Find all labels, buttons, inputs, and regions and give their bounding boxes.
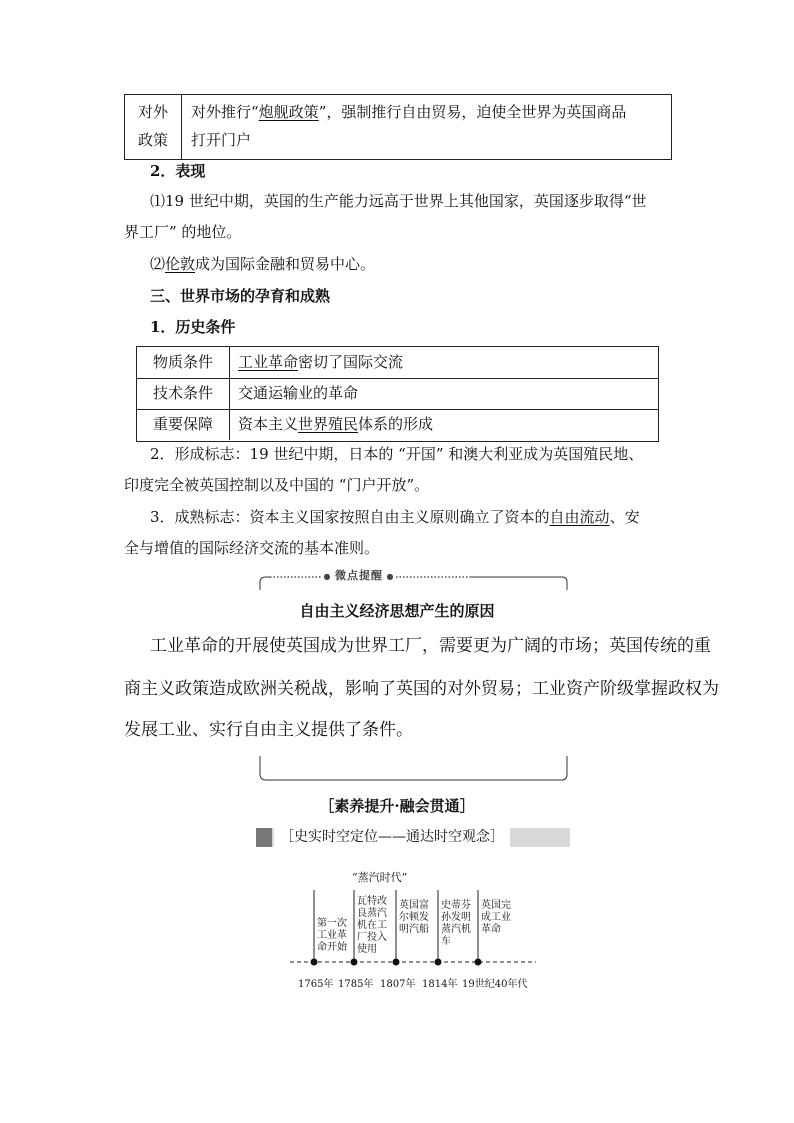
maturity-sign-line2: 全与增值的国际经济交流的基本准则。 <box>124 539 380 557</box>
tip-badge-label: 微点提醒 <box>335 569 383 582</box>
performance-item2 <box>150 253 375 275</box>
event-line: 瓦特改 <box>357 896 387 907</box>
event-line: 史蒂芬 <box>441 900 471 911</box>
event-line: 良蒸汽 <box>357 908 387 919</box>
policy-label-line2: 政策 <box>137 131 168 149</box>
policy-label-line1: 对外 <box>137 103 168 121</box>
condition-value <box>238 409 433 440</box>
tip-line2: 商主义政策造成欧洲关税战，影响了英国的对外贸易；工业资产阶级掌握政权为 <box>124 679 719 699</box>
timeline-date: 1807年 <box>380 979 416 990</box>
condition-underlined: 工业革命 <box>238 353 299 371</box>
policy-text-line2: 打开门户 <box>191 131 252 149</box>
conditions-table <box>136 346 659 442</box>
timeline-dot <box>351 959 358 966</box>
timeline-date: 1765年 <box>298 979 334 990</box>
timeline-dot <box>435 959 442 966</box>
policy-text-post: ”，强制推行自由贸易，迫使全世界为英国商品 <box>318 103 627 121</box>
section-banner <box>256 828 570 847</box>
tip-title: 自由主义经济思想产生的原因 <box>299 602 495 620</box>
item2-underlined: 伦敦 <box>165 255 196 273</box>
performance-heading: 2．表现 <box>150 162 206 180</box>
event-line: 车 <box>441 936 451 947</box>
event-line: 工业革 <box>317 930 347 941</box>
item2-post: 成为国际金融和贸易中心。 <box>195 255 376 273</box>
event-line: 成工业 <box>481 912 511 923</box>
banner-block <box>256 828 272 847</box>
tip-line3: 发展工业、实行自由主义提供了条件。 <box>124 720 413 740</box>
event-line: 革命 <box>481 924 501 935</box>
tip-badge: ● 微点提醒 ● <box>323 569 395 582</box>
timeline <box>290 866 536 990</box>
event-line: 孙发明 <box>441 912 471 923</box>
formation-sign-line1: 2．形成标志：19 世纪中期，日本的 “开国” 和澳大利亚成为英国殖民地、 <box>150 445 644 463</box>
timeline-event-5 <box>481 900 511 936</box>
event-line: 英国富 <box>399 900 429 911</box>
condition-underlined: 世界殖民 <box>298 415 359 433</box>
condition-value <box>238 378 358 409</box>
event-line: 蒸汽机 <box>441 924 471 935</box>
maturity-underlined: 自由流动 <box>549 508 610 526</box>
event-line: 尔顿发 <box>399 912 429 923</box>
event-line: 厂投入 <box>357 932 387 943</box>
timeline-date: 1785年 <box>338 979 374 990</box>
event-line: 明汽船 <box>399 924 429 935</box>
condition-label: 重要保障 <box>137 409 230 440</box>
policy-text-underlined: 炮舰政策 <box>258 103 319 121</box>
item2-pre: ⑵ <box>150 255 166 273</box>
timeline-date: 1814年 <box>422 979 458 990</box>
maturity-sign-line1 <box>150 506 640 528</box>
condition-rest: 密切了国际交流 <box>298 353 404 371</box>
condition-value <box>238 347 403 378</box>
table-row <box>137 378 658 410</box>
performance-item1-line1: ⑴19 世纪中期，英国的生产能力远高于世界上其他国家，英国逐步取得“世 <box>150 192 647 210</box>
policy-text-line1 <box>191 101 626 122</box>
formation-sign-line2: 印度完全被英国控制以及中国的 “门户开放”。 <box>124 476 430 494</box>
timeline-date: 19世纪40年代 <box>462 979 528 990</box>
foreign-policy-table <box>124 94 672 160</box>
timeline-era-label: “蒸汽时代” <box>352 871 408 884</box>
banner-label-text: 史实时空定位——通达时空观念 <box>294 829 490 845</box>
section3-heading: 三、世界市场的孕育和成熟 <box>150 287 331 305</box>
timeline-event-2 <box>357 896 387 956</box>
performance-item1-line2: 界工厂” 的地位。 <box>124 223 242 241</box>
condition-rest: 体系的形成 <box>358 415 434 433</box>
event-line: 命开始 <box>317 942 347 953</box>
condition-label: 技术条件 <box>137 378 230 409</box>
tip-line1: 工业革命的开展使英国成为世界工厂，需要更为广阔的市场；英国传统的重 <box>150 636 711 656</box>
timeline-event-1 <box>317 918 347 954</box>
condition-label: 物质条件 <box>137 347 230 378</box>
section3-sub1: 1．历史条件 <box>150 318 236 336</box>
table-row <box>137 409 658 440</box>
event-line: 英国完 <box>481 900 511 911</box>
section-title: ［素养提升·融会贯通］ <box>319 797 475 815</box>
condition-rest: 交通运输业的革命 <box>238 384 359 402</box>
event-line: 第一次 <box>317 918 347 929</box>
banner-label: ［史实时空定位——通达时空观念］ <box>274 828 510 847</box>
table-row <box>137 347 658 379</box>
event-line: 机在工 <box>357 920 387 931</box>
maturity-post: 、安 <box>609 508 640 526</box>
policy-text-pre: 对外推行“ <box>191 103 259 121</box>
timeline-event-3 <box>399 900 429 936</box>
policy-label-cell <box>125 95 182 159</box>
maturity-pre: 3．成熟标志：资本主义国家按照自由主义原则确立了资本的 <box>150 508 550 526</box>
timeline-dot <box>393 959 400 966</box>
condition-pre: 资本主义 <box>238 415 299 433</box>
timeline-dot <box>475 959 482 966</box>
timeline-dot <box>311 959 318 966</box>
event-line: 使用 <box>357 944 377 955</box>
timeline-event-4 <box>441 900 471 948</box>
